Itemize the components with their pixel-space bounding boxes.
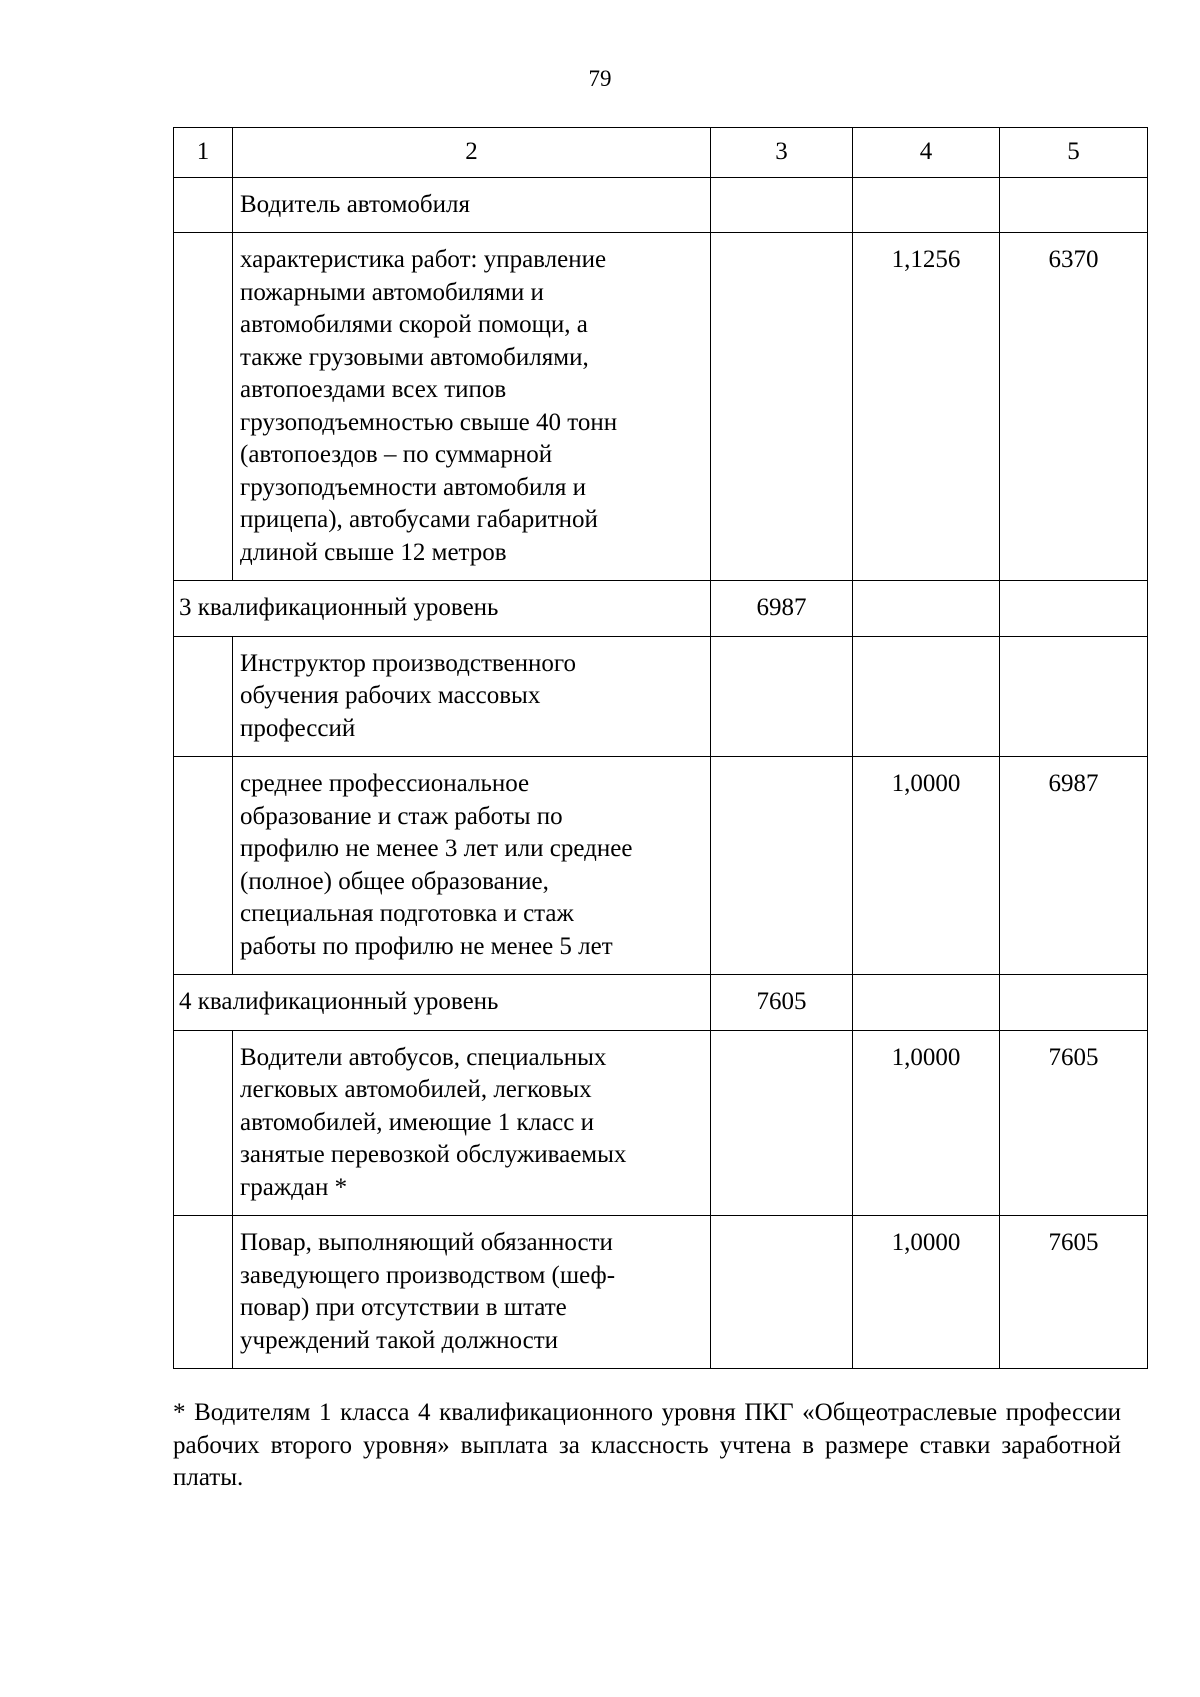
base-salary-cell bbox=[711, 1216, 853, 1369]
header-cell: 2 bbox=[233, 128, 711, 178]
salary-cell bbox=[1000, 581, 1148, 637]
qualification-level-row bbox=[174, 975, 1148, 1031]
coefficient-cell: 1,1256 bbox=[853, 233, 1000, 581]
row-number-cell bbox=[174, 757, 233, 975]
coefficient-cell bbox=[853, 975, 1000, 1031]
header-cell: 1 bbox=[174, 128, 233, 178]
base-salary-cell bbox=[711, 233, 853, 581]
base-salary-cell bbox=[711, 1030, 853, 1216]
level-name-cell: 4 квалификационный уровень bbox=[174, 975, 711, 1031]
salary-cell bbox=[1000, 177, 1148, 233]
header-cell: 3 bbox=[711, 128, 853, 178]
base-salary-cell bbox=[711, 636, 853, 757]
salary-cell bbox=[1000, 636, 1148, 757]
table-row bbox=[174, 233, 1148, 581]
position-name-cell: Водитель автомобиля bbox=[233, 177, 711, 233]
row-number-cell bbox=[174, 636, 233, 757]
coefficient-cell bbox=[853, 581, 1000, 637]
base-salary-cell bbox=[711, 177, 853, 233]
row-number-cell bbox=[174, 1216, 233, 1369]
row-number-cell bbox=[174, 177, 233, 233]
header-cell: 4 bbox=[853, 128, 1000, 178]
salary-cell: 7605 bbox=[1000, 1030, 1148, 1216]
table-body bbox=[174, 128, 1148, 1369]
table-row bbox=[174, 1216, 1148, 1369]
base-salary-cell: 7605 bbox=[711, 975, 853, 1031]
salary-table bbox=[173, 127, 1148, 1369]
salary-cell: 6370 bbox=[1000, 233, 1148, 581]
base-salary-cell: 6987 bbox=[711, 581, 853, 637]
page-number: 79 bbox=[588, 66, 612, 91]
salary-cell: 7605 bbox=[1000, 1216, 1148, 1369]
coefficient-cell: 1,0000 bbox=[853, 1216, 1000, 1369]
row-number-cell bbox=[174, 233, 233, 581]
table-row bbox=[174, 1030, 1148, 1216]
position-name-cell: Повар, выполняющий обязанности заведующего производством (шеф- повар) при отсутствии в штате учреждений такой должности bbox=[233, 1216, 711, 1369]
coefficient-cell: 1,0000 bbox=[853, 757, 1000, 975]
header-cell: 5 bbox=[1000, 128, 1148, 178]
position-name-cell: Водители автобусов, специальных легковых автомобилей, легковых автомобилей, имеющие 1 класс и занятые перевозкой обслуживаемых граждан * bbox=[233, 1030, 711, 1216]
position-name-cell: характеристика работ: управление пожарными автомобилями и автомобилями скорой помощи, а также грузовыми автомобилями, автопоездами всех типов грузоподъемностью свыше 40 тонн (автопоездов – по суммарной грузоподъемности автомобиля и прицепа), автобусами габаритной длиной свыше 12 метров bbox=[233, 233, 711, 581]
position-name-cell: среднее профессиональное образование и стаж работы по профилю не менее 3 лет или среднее (полное) общее образование, специальная подготовка и стаж работы по профилю не менее 5 лет bbox=[233, 757, 711, 975]
table-header-row bbox=[174, 128, 1148, 178]
coefficient-cell bbox=[853, 177, 1000, 233]
salary-cell: 6987 bbox=[1000, 757, 1148, 975]
qualification-level-row bbox=[174, 581, 1148, 637]
position-name-cell: Инструктор производственного обучения рабочих массовых профессий bbox=[233, 636, 711, 757]
table-row bbox=[174, 757, 1148, 975]
coefficient-cell bbox=[853, 636, 1000, 757]
level-name-cell: 3 квалификационный уровень bbox=[174, 581, 711, 637]
table-row bbox=[174, 636, 1148, 757]
base-salary-cell bbox=[711, 757, 853, 975]
row-number-cell bbox=[174, 1030, 233, 1216]
salary-cell bbox=[1000, 975, 1148, 1031]
footnote: * Водителям 1 класса 4 квалификационного уровня ПКГ «Общеотраслевые профессии рабочих второго уровня» выплата за классность учтена в размере ставки заработной платы. bbox=[173, 1399, 1121, 1491]
table-row bbox=[174, 177, 1148, 233]
coefficient-cell: 1,0000 bbox=[853, 1030, 1000, 1216]
